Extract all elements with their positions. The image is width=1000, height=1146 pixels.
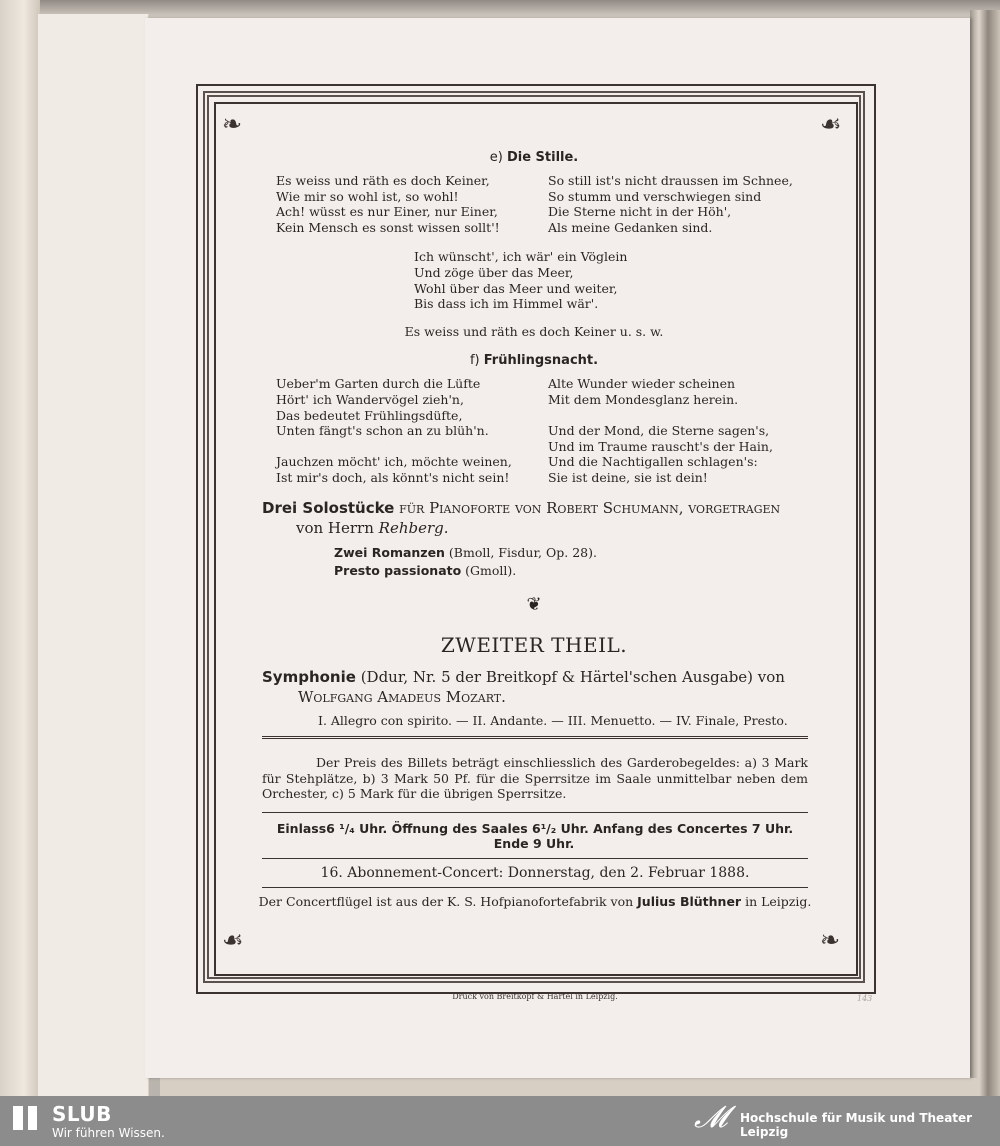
poem-f-left: Ueber'm Garten durch die Lüfte Hört' ich Wandervögel zieh'n, Das bedeutet Frühlingsdüfte, Unten fängt's schon an zu blüh'n. Jauchzen möcht' ich, möchte weinen, Ist mir's doch, als könnt's nicht sein! [276,376,512,485]
printer-credit: Druck von Breitkopf & Härtel in Leipzig. [452,992,618,1001]
ticket-prices: Der Preis des Billets beträgt einschliesslich des Garderobegeldes: a) 3 Mark für Stehplätze, b) 3 Mark 50 Pf. für die Sperrsitze im Saale unmittelbar neben dem Orchester, c) 5 Mark für die übrigen Sperrsitze. [262,755,808,802]
program-content [232,150,836,910]
solo-items: Zwei Romanzen (Bmoll, Fisdur, Op. 28). Presto passionato (Gmoll). [334,544,597,578]
divider [262,858,808,859]
book-right-edge [970,10,1000,1096]
divider [262,887,808,888]
poem-e-heading: e) Die Stille. [489,150,579,165]
next-concert: 16. Abonnement-Concert: Donnerstag, den 2. Februar 1888. [320,865,750,882]
corner-ornament-icon: ☙ [820,110,842,138]
piano-note: Der Concertflügel ist aus der K. S. Hofpianofortefabrik von Julius Blüthner in Leipzig. [258,894,812,910]
book-icon [12,1104,38,1132]
page-number: 143 [857,994,873,1003]
library-banner [0,1096,1000,1146]
slub-name[interactable]: SLUB [52,1102,112,1126]
times-line: Einlass6 ¹/₄ Uhr. Öffnung des Saales 6¹/₂ Uhr. Anfang des Concertes 7 Uhr. [276,820,794,836]
movements: I. Allegro con spirito. — II. Andante. — III. Menuetto. — IV. Finale, Presto. [318,712,788,728]
partner-name[interactable]: Hochschule für Musik und Theater Leipzig [740,1111,973,1139]
poem-e-right: So still ist's nicht draussen im Schnee, So stumm und verschwiegen sind Die Sterne nicht in der Höh', Als meine Gedanken sind. [548,173,793,235]
divider [262,812,808,813]
corner-ornament-icon: ❧ [820,926,841,954]
poem-f-columns [232,376,836,485]
poem-e-columns [232,173,836,235]
corner-ornament-icon: ☙ [222,926,244,954]
part-two-title: ZWEITER THEIL. [440,632,628,657]
solo-pieces: Drei Solostücke für Pianoforte von Robert Schumann, vorgetragen von Herrn Rehberg. [262,498,781,537]
book-top-edge [20,0,1000,18]
poem-e-left: Es weiss und räth es doch Keiner, Wie mir so wohl ist, so wohl! Ach! wüsst es nur Einer, nur Einer, Kein Mensch es sonst wissen sollt'! [276,173,500,235]
poem-e-refrain: Es weiss und räth es doch Keiner u. s. w. [404,323,664,339]
divider [262,736,808,739]
poem-f-right: Alte Wunder wieder scheinen Mit dem Mondesglanz herein. Und der Mond, die Sterne sagen's, Und im Traume rauscht's der Hain, Und die Nachtigallen schlagen's: Sie ist deine, sie ist dein! [548,376,773,485]
slub-tagline: Wir führen Wissen. [52,1126,165,1140]
hmt-logo-icon: 𝓜 [694,1100,728,1135]
symphony-block: Symphonie (Ddur, Nr. 5 der Breitkopf & Härtel'schen Ausgabe) von Wolfgang Amadeus Mozart. [262,667,785,706]
poem-f-heading: f) Frühlingsnacht. [469,353,599,369]
underlying-page-strip [160,1078,980,1096]
poem-e-center-stanza: Ich wünscht', ich wär' ein Vöglein Und zöge über das Meer, Wohl über das Meer und weiter, Bis dass ich im Himmel wär'. [414,249,628,312]
corner-ornament-icon: ❧ [222,110,243,138]
end-time: Ende 9 Uhr. [493,836,575,852]
book-left-edge [0,0,40,1096]
facing-page [38,14,149,1096]
floral-ornament-icon: ❦ [526,593,542,615]
